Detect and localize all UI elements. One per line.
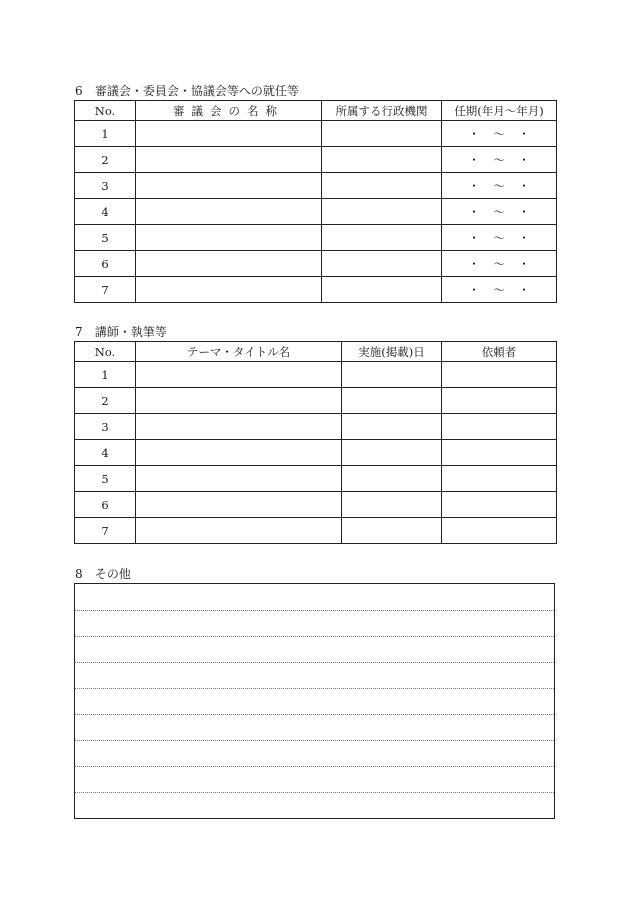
term-dot: ・ — [468, 256, 480, 271]
section6-heading — [75, 84, 299, 98]
term-dot: ・ — [518, 178, 530, 193]
requester-cell[interactable] — [442, 440, 557, 466]
agency-cell[interactable] — [322, 277, 442, 303]
term-dot: ・ — [468, 152, 480, 167]
theme-title-cell[interactable] — [136, 492, 342, 518]
dotted-rule — [75, 636, 554, 637]
requester-cell[interactable] — [442, 362, 557, 388]
other-notes-box[interactable] — [74, 583, 555, 819]
council-name-cell[interactable] — [136, 251, 322, 277]
date-cell[interactable] — [342, 362, 442, 388]
agency-cell[interactable] — [322, 121, 442, 147]
term-cell[interactable] — [442, 199, 557, 225]
council-name-cell[interactable] — [136, 121, 322, 147]
term-dot: ・ — [518, 282, 530, 297]
term-tilde: ～ — [493, 204, 505, 219]
row-number: 7 — [75, 277, 136, 303]
theme-title-cell[interactable] — [136, 388, 342, 414]
requester-cell[interactable] — [442, 388, 557, 414]
term-dot: ・ — [518, 126, 530, 141]
section8-title: その他 — [94, 567, 131, 581]
term-dot: ・ — [468, 204, 480, 219]
agency-cell[interactable] — [322, 147, 442, 173]
term-cell[interactable] — [442, 173, 557, 199]
section7-header-row — [75, 342, 557, 362]
requester-cell[interactable] — [442, 492, 557, 518]
section8-number: 8 — [75, 567, 83, 581]
term-dot: ・ — [518, 256, 530, 271]
council-name-cell[interactable] — [136, 277, 322, 303]
header-term: 任期(年月～年月) — [442, 101, 557, 121]
row-number: 7 — [75, 518, 136, 544]
requester-cell[interactable] — [442, 518, 557, 544]
table-row — [75, 492, 557, 518]
term-dot: ・ — [518, 230, 530, 245]
council-name-cell[interactable] — [136, 147, 322, 173]
table-row — [75, 173, 557, 199]
row-number: 4 — [75, 199, 136, 225]
date-cell[interactable] — [342, 414, 442, 440]
theme-title-cell[interactable] — [136, 362, 342, 388]
row-number: 2 — [75, 147, 136, 173]
council-name-cell[interactable] — [136, 199, 322, 225]
council-name-cell[interactable] — [136, 173, 322, 199]
table-row — [75, 199, 557, 225]
section7-table — [74, 341, 557, 544]
agency-cell[interactable] — [322, 251, 442, 277]
header-agency: 所属する行政機関 — [322, 101, 442, 121]
term-cell[interactable] — [442, 225, 557, 251]
row-number: 1 — [75, 362, 136, 388]
header-council-name: 審議会の名称 — [136, 101, 322, 121]
section8-heading — [75, 567, 131, 581]
header-requester: 依頼者 — [442, 342, 557, 362]
date-cell[interactable] — [342, 388, 442, 414]
term-dot: ・ — [468, 282, 480, 297]
header-no: No. — [75, 101, 136, 121]
dotted-rule — [75, 766, 554, 767]
date-cell[interactable] — [342, 518, 442, 544]
term-cell[interactable] — [442, 147, 557, 173]
requester-cell[interactable] — [442, 466, 557, 492]
section7-heading — [75, 325, 167, 339]
term-dot: ・ — [518, 204, 530, 219]
agency-cell[interactable] — [322, 225, 442, 251]
dotted-rule — [75, 740, 554, 741]
term-cell[interactable] — [442, 251, 557, 277]
row-number: 2 — [75, 388, 136, 414]
section7-title: 講師・執筆等 — [94, 325, 167, 339]
header-no: No. — [75, 342, 136, 362]
dotted-rule — [75, 610, 554, 611]
row-number: 6 — [75, 492, 136, 518]
date-cell[interactable] — [342, 492, 442, 518]
theme-title-cell[interactable] — [136, 518, 342, 544]
council-name-cell[interactable] — [136, 225, 322, 251]
section6-header-row — [75, 101, 557, 121]
row-number: 1 — [75, 121, 136, 147]
table-row — [75, 362, 557, 388]
section6-table — [74, 100, 557, 303]
term-cell[interactable] — [442, 277, 557, 303]
section6-title: 審議会・委員会・協議会等への就任等 — [94, 84, 299, 98]
dotted-rule — [75, 688, 554, 689]
requester-cell[interactable] — [442, 414, 557, 440]
dotted-rule — [75, 662, 554, 663]
dotted-rule — [75, 714, 554, 715]
term-dot: ・ — [468, 178, 480, 193]
table-row — [75, 414, 557, 440]
term-tilde: ～ — [493, 178, 505, 193]
agency-cell[interactable] — [322, 199, 442, 225]
table-row — [75, 147, 557, 173]
row-number: 5 — [75, 466, 136, 492]
table-row — [75, 121, 557, 147]
term-tilde: ～ — [493, 256, 505, 271]
table-row — [75, 251, 557, 277]
term-dot: ・ — [468, 126, 480, 141]
term-tilde: ～ — [493, 230, 505, 245]
section7-number: 7 — [75, 325, 83, 339]
dotted-rule — [75, 792, 554, 793]
section6-number: 6 — [75, 84, 83, 98]
row-number: 4 — [75, 440, 136, 466]
date-cell[interactable] — [342, 440, 442, 466]
table-row — [75, 518, 557, 544]
table-row — [75, 440, 557, 466]
header-theme-title: テーマ・タイトル名 — [136, 342, 342, 362]
date-cell[interactable] — [342, 466, 442, 492]
theme-title-cell[interactable] — [136, 440, 342, 466]
term-dot: ・ — [468, 230, 480, 245]
table-row — [75, 277, 557, 303]
theme-title-cell[interactable] — [136, 414, 342, 440]
term-tilde: ～ — [493, 282, 505, 297]
table-row — [75, 225, 557, 251]
term-cell[interactable] — [442, 121, 557, 147]
row-number: 3 — [75, 173, 136, 199]
table-row — [75, 466, 557, 492]
row-number: 6 — [75, 251, 136, 277]
row-number: 5 — [75, 225, 136, 251]
row-number: 3 — [75, 414, 136, 440]
table-row — [75, 388, 557, 414]
theme-title-cell[interactable] — [136, 466, 342, 492]
term-tilde: ～ — [493, 152, 505, 167]
term-dot: ・ — [518, 152, 530, 167]
header-date: 実施(掲載)日 — [342, 342, 442, 362]
term-tilde: ～ — [493, 126, 505, 141]
agency-cell[interactable] — [322, 173, 442, 199]
